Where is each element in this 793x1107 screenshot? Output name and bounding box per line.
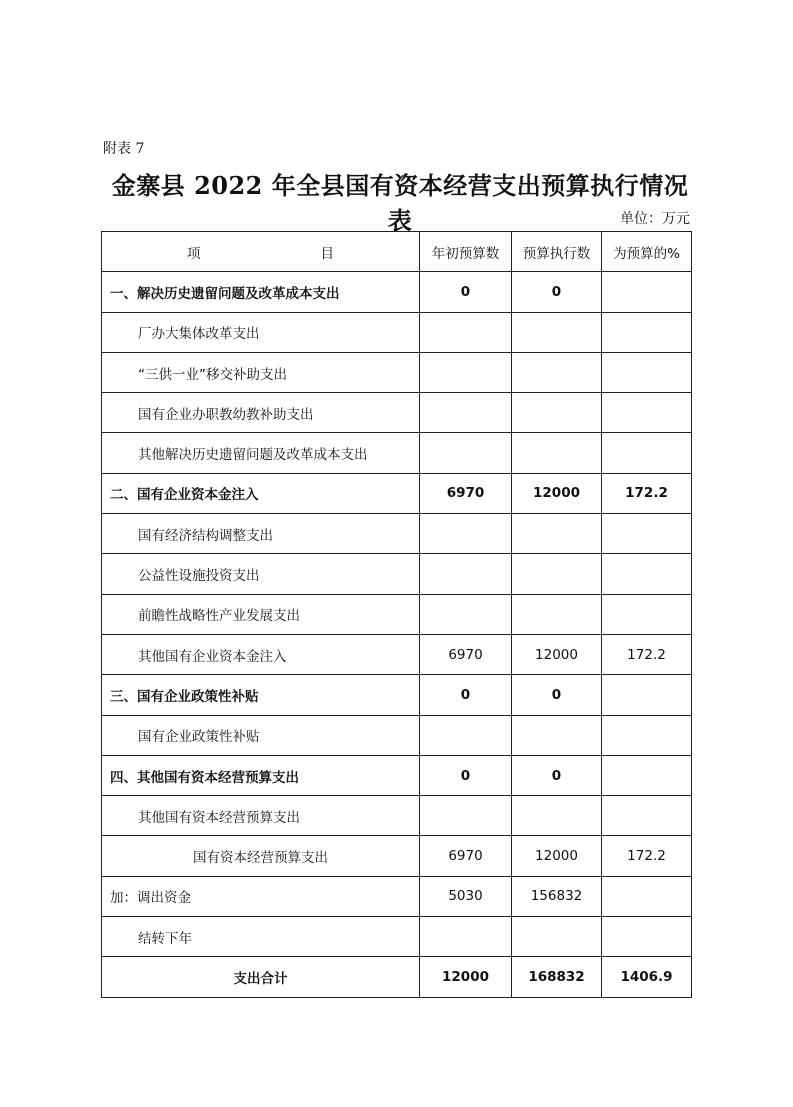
unit-label: 单位：万元: [620, 211, 690, 227]
row-initial-budget: [420, 917, 512, 957]
row-label: “三供一业”移交补助支出: [102, 352, 420, 392]
table-row: [102, 755, 692, 795]
header-percent: 为预算的%: [602, 232, 692, 272]
row-initial-budget: [420, 715, 512, 755]
row-initial-budget: [420, 594, 512, 634]
row-execution: [512, 433, 602, 473]
row-initial-budget: 6970: [420, 836, 512, 876]
row-execution: [512, 554, 602, 594]
table-row: [102, 836, 692, 876]
table-row: [102, 312, 692, 352]
row-percent: [602, 554, 692, 594]
table-row: [102, 272, 692, 312]
row-initial-budget: [420, 554, 512, 594]
row-percent: 172.2: [602, 634, 692, 674]
row-label: 三、国有企业政策性补贴: [102, 675, 420, 715]
row-execution: [512, 312, 602, 352]
row-execution: [512, 796, 602, 836]
row-execution: [512, 715, 602, 755]
table-row: [102, 393, 692, 433]
row-initial-budget: [420, 514, 512, 554]
row-initial-budget: 0: [420, 675, 512, 715]
row-initial-budget: 0: [420, 272, 512, 312]
row-initial-budget: [420, 393, 512, 433]
row-initial-budget: 6970: [420, 473, 512, 513]
row-label: 前瞻性战略性产业发展支出: [102, 594, 420, 634]
table-row: [102, 594, 692, 634]
header-initial-budget: 年初预算数: [420, 232, 512, 272]
header-item-right: 目: [320, 245, 334, 262]
row-label: 国有经济结构调整支出: [102, 514, 420, 554]
table-header-row: [102, 232, 692, 272]
appendix-label: 附表 7: [103, 141, 145, 157]
page-title: 金寨县 2022 年全县国有资本经营支出预算执行情况表: [111, 171, 689, 235]
table-row: [102, 554, 692, 594]
row-percent: [602, 876, 692, 916]
header-item: [102, 232, 420, 272]
row-execution: 0: [512, 675, 602, 715]
row-execution: 12000: [512, 634, 602, 674]
row-initial-budget: 12000: [420, 957, 512, 997]
row-percent: [602, 393, 692, 433]
row-label: 其他解决历史遗留问题及改革成本支出: [102, 433, 420, 473]
header-execution: 预算执行数: [512, 232, 602, 272]
row-percent: [602, 352, 692, 392]
row-percent: 172.2: [602, 836, 692, 876]
row-execution: [512, 352, 602, 392]
row-execution: [512, 917, 602, 957]
row-label: 国有企业政策性补贴: [102, 715, 420, 755]
row-label: 厂办大集体改革支出: [102, 312, 420, 352]
row-execution: [512, 594, 602, 634]
row-percent: [602, 675, 692, 715]
row-initial-budget: 0: [420, 755, 512, 795]
row-execution: 12000: [512, 836, 602, 876]
row-execution: [512, 514, 602, 554]
table-row: [102, 433, 692, 473]
row-label: 一、解决历史遗留问题及改革成本支出: [102, 272, 420, 312]
row-percent: [602, 272, 692, 312]
table-row: [102, 796, 692, 836]
row-execution: 12000: [512, 473, 602, 513]
row-initial-budget: [420, 312, 512, 352]
row-label: 其他国有企业资本金注入: [102, 634, 420, 674]
row-execution: 0: [512, 272, 602, 312]
table-row: [102, 917, 692, 957]
row-initial-budget: [420, 352, 512, 392]
row-initial-budget: [420, 433, 512, 473]
row-execution: 168832: [512, 957, 602, 997]
row-label: 支出合计: [102, 957, 420, 997]
row-execution: 156832: [512, 876, 602, 916]
table-row: [102, 634, 692, 674]
row-label: 其他国有资本经营预算支出: [102, 796, 420, 836]
table-row: [102, 957, 692, 997]
row-label: 二、国有企业资本金注入: [102, 473, 420, 513]
table-row: [102, 715, 692, 755]
row-label: 国有资本经营预算支出: [102, 836, 420, 876]
row-percent: 172.2: [602, 473, 692, 513]
row-label: 公益性设施投资支出: [102, 554, 420, 594]
row-label: 结转下年: [102, 917, 420, 957]
row-percent: [602, 715, 692, 755]
row-percent: [602, 755, 692, 795]
row-percent: [602, 796, 692, 836]
row-initial-budget: 6970: [420, 634, 512, 674]
table-row: [102, 473, 692, 513]
table-row: [102, 514, 692, 554]
row-label: 四、其他国有资本经营预算支出: [102, 755, 420, 795]
row-initial-budget: 5030: [420, 876, 512, 916]
row-percent: 1406.9: [602, 957, 692, 997]
row-initial-budget: [420, 796, 512, 836]
table-row: [102, 876, 692, 916]
row-percent: [602, 594, 692, 634]
row-execution: [512, 393, 602, 433]
row-label: 国有企业办职教幼教补助支出: [102, 393, 420, 433]
table-row: [102, 675, 692, 715]
row-percent: [602, 312, 692, 352]
row-percent: [602, 433, 692, 473]
table-row: [102, 352, 692, 392]
budget-table: [101, 231, 692, 998]
row-label: 加：调出资金: [102, 876, 420, 916]
row-percent: [602, 514, 692, 554]
row-percent: [602, 917, 692, 957]
header-item-left: 项: [187, 245, 201, 262]
row-execution: 0: [512, 755, 602, 795]
